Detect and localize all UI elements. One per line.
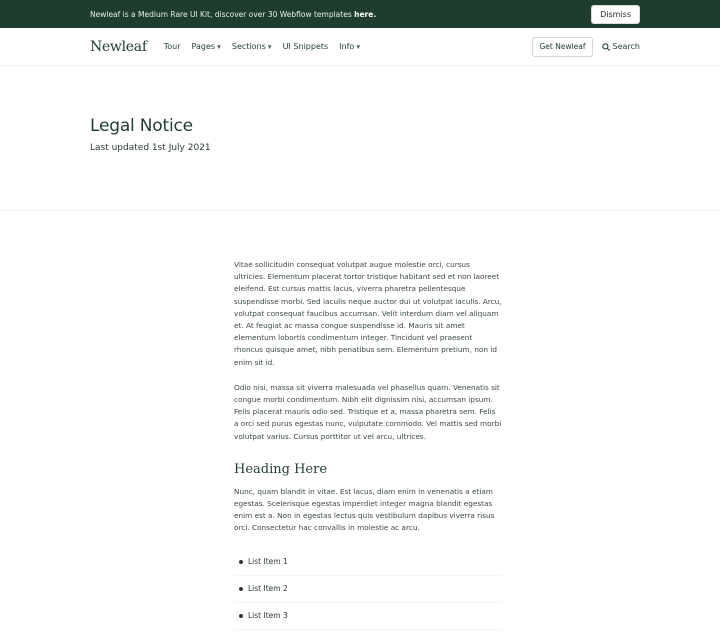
bullet-list (234, 549, 502, 630)
search-icon (602, 43, 610, 51)
page-title: Legal Notice (90, 116, 193, 136)
get-newleaf-button[interactable]: Get Newleaf (532, 37, 592, 57)
chevron-down-icon: ▼ (356, 44, 361, 50)
nav-actions (532, 37, 640, 57)
section-paragraph: Nunc, quam blandit in vitae. Est lacus, diam enim in venenatis a etiam egestas. Scelerisque egestas imperdiet integer magna blandit egestas enim est a. Non in egestas lectus quis vestibulum dapibus viverra risus orci. Consectetur hac convallis in molestie ac arcu. (234, 486, 495, 533)
nav-links (164, 42, 360, 51)
list-item-label: List Item 1 (248, 557, 288, 567)
nav-item-pages[interactable] (192, 42, 221, 51)
article-paragraph: Odio nisi, massa sit viverra malesuada vel phasellus quam. Venenatis sit congue morbi condimentum. Nibh elit dignissim nisi, accumsan ipsum. Felis placerat mauris odio sed. Tristique et a, massa pharetra sem. Felis a orci sed purus egestas nunc, vulputate commodo. Vel mattis sed morbi volutpat varius. Cursus porttitor ut vel arcu, ultrices. (234, 382, 502, 441)
list-item-label: List Item 2 (248, 584, 288, 594)
article-paragraph: Vitae sollicitudin consequat volutpat augue molestie orci, cursus ultricies. Elementum placerat tortor tristique habitant sed et non laoreet eleifend. Est cursus mattis lacus, viverra pharetra pellentesque suspendisse morbi. Sed iaculis neque auctor dui ut volutpat iaculis. Arcu, volutpat consequat faucibus accumsan. Velit interdum diam vel aliquam et. At feugiat ac massa congue suspendisse id. Mauris sit amet elementum lobortis condimentum integer. Tincidunt vel praesent rhoncus quisque amet, nibh penatibus sem. Elementum pretium, non id enim sit id. (234, 260, 502, 367)
nav-item-info[interactable] (339, 42, 360, 51)
list-item (234, 603, 502, 630)
chevron-down-icon: ▼ (267, 44, 272, 50)
nav-item-label: Info (339, 42, 355, 51)
last-updated: Last updated 1st July 2021 (90, 143, 211, 153)
announcement-bar (0, 0, 720, 28)
page-header (0, 66, 720, 211)
list-item-label: List Item 3 (248, 611, 288, 621)
announcement-message: Newleaf is a Medium Rare UI Kit, discover over 30 Webflow templates (90, 9, 355, 19)
nav-item-label: Sections (231, 42, 266, 51)
search-button[interactable] (602, 42, 640, 51)
bullet-icon (239, 560, 243, 564)
navbar (0, 28, 720, 66)
section-heading: Heading Here (234, 461, 328, 477)
nav-item-label: Pages (191, 42, 216, 51)
nav-item-ui-snippets[interactable] (283, 42, 329, 51)
list-item (234, 549, 502, 576)
nav-item-label: UI Snippets (282, 42, 329, 51)
nav-item-tour[interactable] (164, 42, 181, 51)
logo[interactable]: Newleaf (90, 38, 147, 55)
article-body (234, 259, 502, 630)
announcement-text (90, 10, 376, 19)
chevron-down-icon: ▼ (217, 44, 221, 50)
bullet-icon (239, 614, 243, 618)
nav-item-label: Tour (163, 42, 181, 51)
search-label: Search (612, 42, 640, 51)
announcement-link[interactable]: here. (354, 9, 377, 19)
list-item (234, 576, 502, 603)
nav-item-sections[interactable] (232, 42, 272, 51)
dismiss-button[interactable]: Dismiss (591, 5, 640, 24)
bullet-icon (239, 587, 243, 591)
